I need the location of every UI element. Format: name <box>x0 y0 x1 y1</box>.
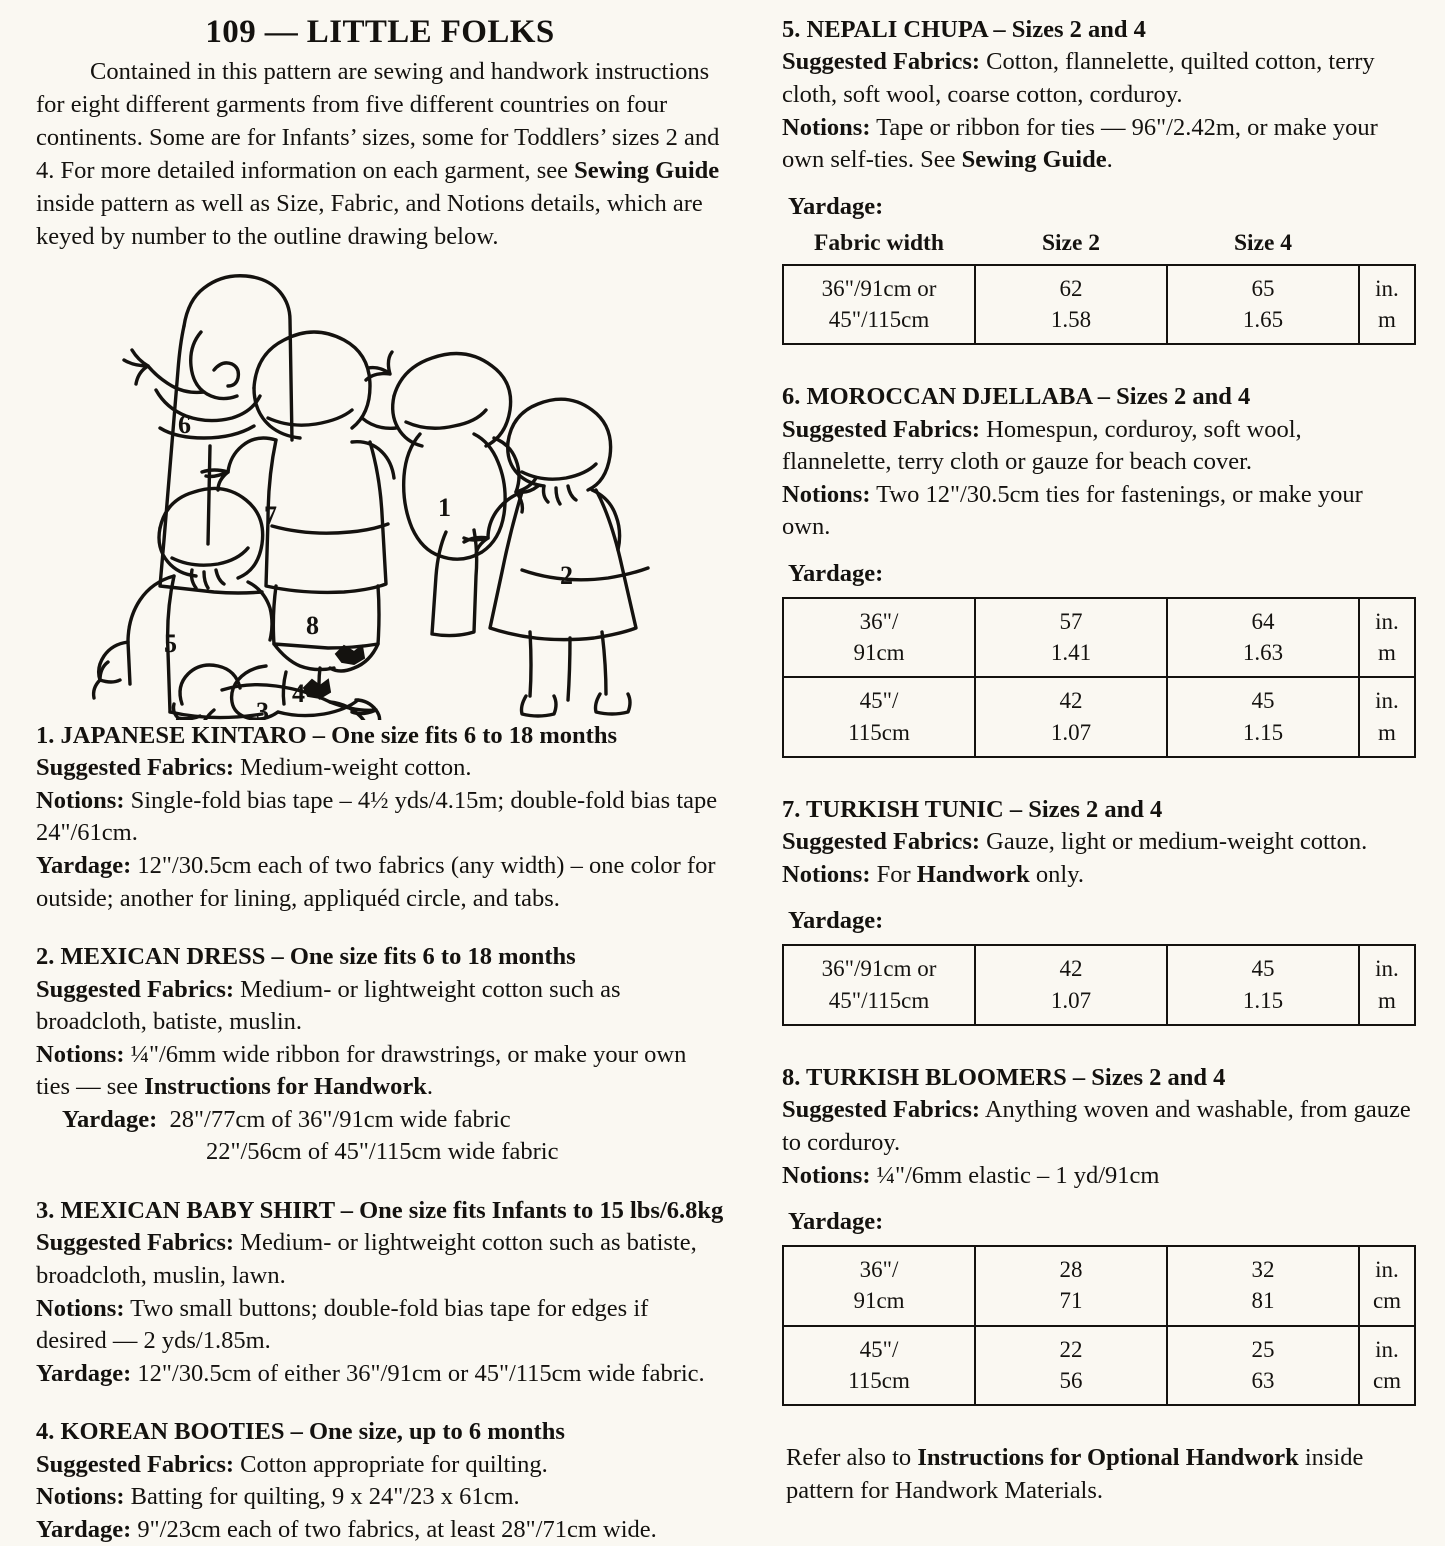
garment-notions-2 <box>36 1039 724 1104</box>
garment-block-turkish-tunic <box>782 794 1414 1026</box>
cell-line-2: 1.63 <box>1242 640 1284 666</box>
fabrics-value: Medium-weight cotton. <box>234 754 472 782</box>
cell-line-1: 36"/ <box>859 608 899 634</box>
fabrics-value: Medium- or lightweight cotton such as broadcloth, batiste, muslin. <box>36 975 621 1036</box>
yardage-value-line1: 28"/77cm of 36"/91cm wide fabric <box>169 1105 511 1133</box>
yardage-value: 12"/30.5cm each of two fabrics (any width) – one color for outside; another for lining, appliquéd circle, and tabs. <box>36 852 716 912</box>
fabrics-label: Suggested Fabrics: <box>36 1450 235 1478</box>
fabrics-label: Suggested Fabrics: <box>36 975 235 1003</box>
notions-value: Batting for quilting, 9 x 24"/23 x 61cm. <box>124 1483 520 1511</box>
cell-line-1: in. <box>1375 608 1399 634</box>
cell-line-2: 115cm <box>848 719 910 745</box>
cell-units <box>1359 265 1415 345</box>
cell-line-1: 45"/ <box>859 1336 899 1362</box>
cell-line-1: 28 <box>1059 1257 1083 1283</box>
notions-label: Notions: <box>782 1161 871 1189</box>
cell-line-2: 1.15 <box>1242 987 1284 1013</box>
illustration-number-6: 6 <box>178 409 191 439</box>
table-row <box>783 1246 1415 1326</box>
cell-size-4 <box>1167 945 1359 1025</box>
yardage-table-8 <box>782 1245 1416 1406</box>
cell-fabric-width <box>783 1326 975 1406</box>
closing-pre: Refer also to <box>786 1444 918 1472</box>
figure-4-korean-booties <box>232 666 358 719</box>
cell-units <box>1359 1326 1415 1406</box>
cell-line-1: in. <box>1375 1257 1399 1283</box>
yardage-heading-8: Yardage: <box>788 1208 884 1236</box>
cell-line-2: m <box>1378 719 1396 745</box>
cell-line-2: 56 <box>1059 1367 1083 1393</box>
yardage-table-wrap-8 <box>782 1245 1414 1406</box>
garment-title-7: 7. TURKISH TUNIC – Sizes 2 and 4 <box>782 795 1163 823</box>
notions-label: Notions: <box>782 480 871 508</box>
cell-line-1: 32 <box>1251 1257 1275 1283</box>
notions-value-post: only. <box>1029 860 1085 888</box>
illustration-number-7: 7 <box>264 500 277 530</box>
garment-notions-3 <box>36 1293 724 1358</box>
garment-block-moroccan-djellaba <box>782 381 1414 758</box>
cell-line-1: 25 <box>1251 1336 1275 1362</box>
yardage-table-wrap-6 <box>782 597 1414 758</box>
fabrics-label: Suggested Fabrics: <box>782 1096 981 1124</box>
garment-block-japanese-kintaro <box>36 720 724 915</box>
right-column <box>782 0 1414 1507</box>
yardage-table-6 <box>782 597 1416 758</box>
yardage-value-line2: 22"/56cm of 45"/115cm wide fabric <box>206 1138 559 1166</box>
yardage-value: 12"/30.5cm of either 36"/91cm or 45"/115cm wide fabric. <box>131 1359 705 1387</box>
cell-line-2: 1.58 <box>1050 306 1092 332</box>
garment-yardage-3 <box>36 1358 724 1391</box>
garment-title-1: 1. JAPANESE KINTARO – One size fits 6 to 18 months <box>36 721 617 749</box>
cell-line-1: 45"/ <box>859 688 899 714</box>
cell-line-2: 1.65 <box>1242 306 1284 332</box>
yardage-table-wrap-5 <box>782 230 1414 346</box>
fabrics-value: Medium- or lightweight cotton such as batiste, broadcloth, muslin, lawn. <box>36 1229 697 1289</box>
garment-notions-5 <box>782 112 1414 177</box>
cell-line-2: 63 <box>1251 1367 1275 1393</box>
cell-line-1: in. <box>1375 688 1399 714</box>
cell-line-2: 91cm <box>853 640 905 666</box>
notions-value: Two 12"/30.5cm ties for fastenings, or make your own. <box>782 480 1363 541</box>
cell-line-2: 1.41 <box>1050 640 1092 666</box>
cell-line-1: in. <box>1375 275 1399 301</box>
cell-line-2: 81 <box>1251 1288 1275 1314</box>
cell-line-1: 45 <box>1251 956 1275 982</box>
cell-line-1: 64 <box>1251 608 1275 634</box>
yardage-label: Yardage: <box>62 1105 158 1133</box>
intro-text-part1: Contained in this pattern are sewing and handwork instructions for eight different garments from five different countries on four continents. Some are for Infants’ sizes, some for Toddlers’ sizes 2 and 4. For more detailed information on each garment, see <box>36 58 720 185</box>
fabrics-value: Homespun, corduroy, soft wool, flannelette, terry cloth or gauze for beach cover. <box>782 415 1302 476</box>
intro-paragraph <box>36 56 724 254</box>
garment-yardage-2-line1 <box>36 1104 724 1137</box>
cell-fabric-width <box>783 598 975 678</box>
notions-value-post: . <box>426 1073 434 1101</box>
yardage-table-5 <box>782 230 1416 346</box>
yardage-heading-5: Yardage: <box>788 192 884 220</box>
cell-line-1: 62 <box>1059 275 1083 301</box>
garment-title-6: 6. MOROCCAN DJELLABA – Sizes 2 and 4 <box>782 383 1251 411</box>
cell-line-1: 36"/91cm or <box>821 956 937 982</box>
notions-label: Notions: <box>36 786 125 814</box>
garment-fabrics-4 <box>36 1449 724 1482</box>
fabrics-label: Suggested Fabrics: <box>36 754 235 782</box>
garment-notions-4 <box>36 1481 724 1514</box>
fabrics-label: Suggested Fabrics: <box>782 828 981 856</box>
notions-value-post: . <box>1106 146 1113 174</box>
outline-drawing-illustration <box>36 270 724 720</box>
notions-value: Two small buttons; double-fold bias tape for edges if desired — 2 yds/1.85m. <box>36 1294 649 1355</box>
illustration-number-2: 2 <box>560 560 573 590</box>
notions-handwork-ref: Instructions for Handwork <box>144 1073 427 1101</box>
col-header-size-4: Size 4 <box>1233 229 1293 256</box>
garment-block-mexican-dress <box>36 941 724 1169</box>
garment-fabrics-8 <box>782 1094 1414 1159</box>
fabrics-label: Suggested Fabrics: <box>36 1229 235 1257</box>
cell-line-1: in. <box>1375 956 1399 982</box>
fabrics-label: Suggested Fabrics: <box>782 415 981 443</box>
notions-value-pre: For <box>870 860 917 888</box>
garment-title-3: 3. MEXICAN BABY SHIRT – One size fits Infants to 15 lbs/6.8kg <box>36 1197 724 1224</box>
yardage-heading-7: Yardage: <box>788 907 884 935</box>
notions-value: ¼"/6mm elastic – 1 yd/91cm <box>870 1161 1160 1189</box>
cell-size-4 <box>1167 1326 1359 1406</box>
closing-handwork-ref: Instructions for Optional Handwork <box>917 1444 1299 1472</box>
cell-line-2: cm <box>1372 1367 1402 1393</box>
cell-size-2 <box>975 598 1167 678</box>
cell-line-2: 91cm <box>853 1288 905 1314</box>
notions-label: Notions: <box>36 1040 125 1068</box>
yardage-heading-6: Yardage: <box>788 559 884 587</box>
cell-size-4 <box>1167 598 1359 678</box>
cell-line-1: 42 <box>1059 688 1083 714</box>
cell-units <box>1359 1246 1415 1326</box>
yardage-value: 9"/23cm each of two fabrics, at least 28"/71cm wide. <box>131 1515 657 1543</box>
col-header-size-2: Size 2 <box>1041 229 1101 256</box>
garment-yardage-1 <box>36 850 724 915</box>
cell-line-2: 71 <box>1059 1288 1083 1314</box>
table-row <box>783 677 1415 757</box>
garment-title-8: 8. TURKISH BLOOMERS – Sizes 2 and 4 <box>782 1063 1226 1091</box>
left-column <box>36 0 724 1546</box>
cell-line-2: 1.15 <box>1242 719 1284 745</box>
cell-line-2: m <box>1378 987 1396 1013</box>
yardage-label: Yardage: <box>36 1515 132 1543</box>
notions-value-pre: ¼"/6mm wide ribbon for drawstrings, or make your own ties — see <box>36 1040 687 1101</box>
cell-line-2: 45"/115cm <box>828 306 930 332</box>
garment-fabrics-7 <box>782 826 1414 859</box>
cell-size-4 <box>1167 1246 1359 1326</box>
cell-fabric-width <box>783 945 975 1025</box>
cell-size-2 <box>975 265 1167 345</box>
cell-line-1: 57 <box>1059 608 1083 634</box>
garment-notions-7 <box>782 859 1414 892</box>
garment-notions-1 <box>36 785 724 850</box>
notions-value: Single-fold bias tape – 4½ yds/4.15m; double-fold bias tape 24"/61cm. <box>36 786 718 847</box>
figure-1-japanese-kintaro <box>362 352 538 636</box>
garment-title-5: 5. NEPALI CHUPA – Sizes 2 and 4 <box>782 16 1146 43</box>
garment-title-2: 2. MEXICAN DRESS – One size fits 6 to 18 months <box>36 943 576 971</box>
garment-fabrics-5 <box>782 46 1414 111</box>
cell-fabric-width <box>783 677 975 757</box>
garment-yardage-4 <box>36 1514 724 1546</box>
figure-2-mexican-dress <box>464 399 648 716</box>
cell-line-2: 45"/115cm <box>828 987 930 1013</box>
notions-label: Notions: <box>36 1483 125 1511</box>
cell-size-2 <box>975 1326 1167 1406</box>
cell-line-2: 1.07 <box>1050 987 1092 1013</box>
illustration-number-3: 3 <box>256 696 269 720</box>
fabrics-value: Cotton appropriate for quilting. <box>234 1450 548 1478</box>
yardage-label: Yardage: <box>36 1359 132 1387</box>
cell-size-4 <box>1167 265 1359 345</box>
notions-handwork-ref: Handwork <box>916 860 1030 888</box>
illustration-number-4: 4 <box>292 678 305 708</box>
table-header-row <box>783 230 1415 265</box>
garment-fabrics-1 <box>36 752 724 785</box>
garment-fabrics-6 <box>782 414 1414 479</box>
cell-line-2: 115cm <box>848 1367 910 1393</box>
cell-line-2: m <box>1378 640 1396 666</box>
notions-label: Notions: <box>782 113 871 141</box>
cell-line-1: 36"/ <box>859 1257 899 1283</box>
yardage-table-wrap-7 <box>782 944 1414 1026</box>
fabrics-value: Cotton, flannelette, quilted cotton, terry cloth, soft wool, coarse cotton, corduroy. <box>782 48 1375 108</box>
yardage-label: Yardage: <box>36 852 132 880</box>
cell-line-2: m <box>1378 306 1396 332</box>
cell-fabric-width <box>783 1246 975 1326</box>
intro-text-part2: inside pattern as well as Size, Fabric, and Notions details, which are keyed by number to the outline drawing below. <box>36 190 703 250</box>
col-header-units <box>1359 230 1415 265</box>
table-row <box>783 945 1415 1025</box>
table-row <box>783 598 1415 678</box>
cell-size-2 <box>975 945 1167 1025</box>
cell-units <box>1359 598 1415 678</box>
garment-notions-6 <box>782 479 1414 544</box>
fabrics-value: Gauze, light or medium-weight cotton. <box>980 828 1368 856</box>
garment-notions-8 <box>782 1160 1414 1193</box>
notions-sewing-guide-ref: Sewing Guide <box>961 146 1107 174</box>
col-header-fabric-width: Fabric width <box>814 229 944 256</box>
garment-title-4: 4. KOREAN BOOTIES – One size, up to 6 months <box>36 1418 565 1446</box>
garment-yardage-2-line2 <box>36 1136 724 1169</box>
fabrics-value: Anything woven and washable, from gauze to corduroy. <box>782 1096 1411 1156</box>
cell-size-4 <box>1167 677 1359 757</box>
notions-label: Notions: <box>36 1294 125 1322</box>
garment-block-mexican-baby-shirt <box>36 1195 724 1390</box>
cell-size-2 <box>975 677 1167 757</box>
illustration-number-5: 5 <box>164 628 177 658</box>
closing-note <box>786 1442 1414 1507</box>
figure-8-turkish-bloomers <box>273 586 379 671</box>
page-title: 109 — LITTLE FOLKS <box>205 14 555 50</box>
fabrics-label: Suggested Fabrics: <box>782 48 981 76</box>
cell-line-1: in. <box>1375 1336 1399 1362</box>
garment-fabrics-2 <box>36 974 724 1039</box>
table-row <box>783 265 1415 345</box>
cell-line-2: 1.07 <box>1050 719 1092 745</box>
yardage-table-7 <box>782 944 1416 1026</box>
cell-line-1: 22 <box>1059 1336 1083 1362</box>
garment-fabrics-3 <box>36 1227 724 1292</box>
notions-value-pre: Tape or ribbon for ties — 96"/2.42m, or make your own self-ties. See <box>782 113 1378 174</box>
cell-fabric-width <box>783 265 975 345</box>
figure-7-turkish-tunic <box>202 332 394 592</box>
illustration-number-1: 1 <box>438 492 451 522</box>
garment-block-nepali-chupa <box>782 14 1414 345</box>
cell-line-2: cm <box>1372 1288 1402 1314</box>
notions-label: Notions: <box>782 860 871 888</box>
cell-size-2 <box>975 1246 1167 1326</box>
closing-post: inside pattern for Handwork Materials. <box>786 1444 1364 1504</box>
cell-line-1: 65 <box>1251 275 1275 301</box>
cell-units <box>1359 945 1415 1025</box>
garment-block-korean-booties <box>36 1416 724 1546</box>
intro-sewing-guide-ref: Sewing Guide <box>574 157 720 185</box>
garment-block-turkish-bloomers <box>782 1062 1414 1406</box>
cell-line-1: 36"/91cm or <box>821 275 937 301</box>
cell-units <box>1359 677 1415 757</box>
illustration-number-8: 8 <box>306 610 319 640</box>
cell-line-1: 42 <box>1059 956 1083 982</box>
table-row <box>783 1326 1415 1406</box>
cell-line-1: 45 <box>1251 688 1275 714</box>
